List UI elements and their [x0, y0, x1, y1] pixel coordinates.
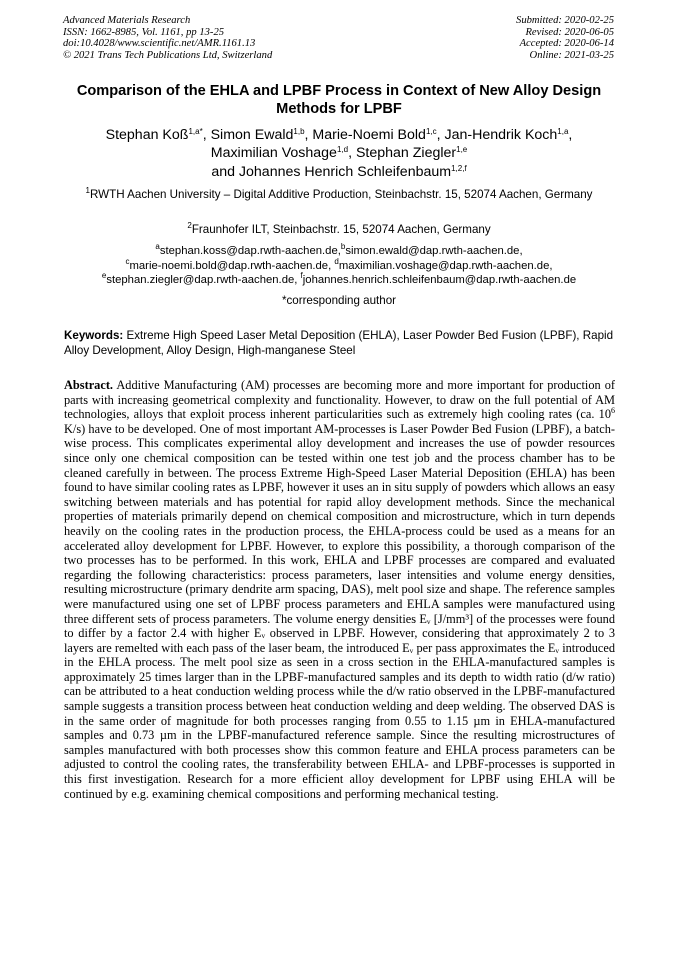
journal-info	[63, 15, 272, 61]
author: Jan-Hendrik Koch$^{1,a}$,	[444, 127, 573, 143]
email-line: $^a$stephan.koss@dap.rwth-aachen.de,$^b$simon.ewald@dap.rwth-aachen.de,	[155, 242, 523, 257]
author-list	[40, 126, 638, 181]
email-link[interactable]: johannes.henrich.schleifenbaum@dap.rwth-aachen.de	[302, 274, 577, 287]
author: Stephan Koß$^{1,a*}$,	[105, 127, 211, 143]
email-link[interactable]: stephan.koss@dap.rwth-aachen.de,	[159, 245, 341, 257]
abstract-label: Abstract.	[64, 378, 114, 392]
corresponding-author-note: *corresponding author	[281, 294, 397, 307]
keywords	[64, 329, 615, 359]
date-revised: Revised: 2020-06-05	[525, 26, 614, 38]
paper-title: Comparison of the EHLA and LPBF Process in Context of New Alloy Design Methods for LPBF	[76, 83, 602, 117]
date-online: Online: 2021-03-25	[529, 49, 614, 61]
journal-doi: doi:10.4028/www.scientific.net/AMR.1161.13	[63, 38, 256, 50]
journal-copyright: © 2021 Trans Tech Publications Ltd, Switzerland	[63, 49, 273, 61]
author: and Johannes Henrich Schleifenbaum$^{1,2,f}$	[211, 163, 467, 180]
author: Maximilian Voshage$^{1,d}$,	[210, 145, 356, 162]
journal-name: Advanced Materials Research	[63, 15, 191, 26]
email-link[interactable]: marie-noemi.bold@dap.rwth-aachen.de,	[129, 259, 335, 272]
author: Stephan Ziegler$^{1,e}$	[355, 145, 468, 162]
abstract-exponent: 6	[611, 406, 615, 416]
date-submitted: Submitted: 2020-02-25	[516, 15, 614, 26]
date-accepted: Accepted: 2020-06-14	[519, 38, 614, 50]
author: Marie-Noemi Bold$^{1,c}$,	[312, 127, 445, 143]
journal-issn: ISSN: 1662-8985, Vol. 1161, pp 13-25	[63, 26, 225, 38]
affiliation-1: $^1$RWTH Aachen University – Digital Additive Production, Steinbachstr. 15, 52074 Aachen, Germany	[85, 186, 593, 201]
author: Simon Ewald$^{1,b}$,	[210, 127, 313, 143]
abstract	[64, 378, 615, 801]
keywords-text: Extreme High Speed Laser Metal Deposition (EHLA), Laser Powder Bed Fusion (LPBF), Rapid Alloy Development, Alloy Design, High-manganese Steel	[64, 329, 614, 357]
email-link[interactable]: maximilian.voshage@dap.rwth-aachen.de,	[338, 259, 553, 272]
abstract-text-cont: K/s) have to be developed. One of most important AM-processes is Laser Powder Bed Fusion (LPBF), a batch-wise process. This complicates experimental alloy development and increases the use of powder resources since only one chemical composition can be tested within one test job and the process chamber has to be cleaned carefully in between. The process Extreme High-Speed Laser Material Deposition (EHLA) has been found to have similar cooling rates as LPBF, however it uses an in situ supply of powders which allows an easy switching between materials and has potential for rapid alloy development methods. Since the mechanical properties of materials primarily depend on chemical composition and microstructure, which in turn depends heavily on the cooling rates in the production process, the EHLA-process could be used as a means for an accelerated alloy development for LPBF. However, to explore this possibility, a thorough comparison of the two processes has to be performed. In this work, EHLA and LPBF processes are compared and evaluated regarding the following characteristics: process parameters, laser intensities and volume energy densities, resulting microstructure (primary dendrite arm spacing, DAS), melt pool size and shape. The reference samples were manufactured using one set of LPBF process parameters and EHLA samples were manufactured using three different sets of process parameters. The volume energy densities Eᵥ [J/mm³] of the processes were found to differ by a factor 2.4 with higher Eᵥ observed in LPBF. However, considering that approximately 2 to 3 layers are remelted with each pass of the laser beam, the introduced Eᵥ per pass approximates the Eᵥ introduced in the EHLA process. The melt pool size as seen in a cross section in the EHLA-manufactured samples is approximately 25 times larger than in the LPBF-manufactured samples and its depth to width ratio (d/w ratio) can be attributed to a heat conduction welding process while the d/w ratio observed in the LPBF-manufactured sample suggests a transition process between heat conduction welding and deep welding. The observed DAS is in the same order of magnitude for both processes ranging from 0.55 to 1.15 µm in EHLA-manufactured samples and 0.73 µm in the LPBF-manufactured reference sample. Since the resulting microstructures of samples manufactured with both processes show this common feature and EHLA process parameters can be adjusted to control the cooling rates, the transferability between EHLA- and LPBF-processes is supported in this first investigation. Research for a more efficient alloy development for LPBF using EHLA will be continued by e.g. examining chemical compositions and performing mechanical testing.	[64, 421, 615, 801]
email-line: $^c$marie-noemi.bold@dap.rwth-aachen.de, $^d$maximilian.voshage@dap.rwth-aachen.de,	[125, 256, 553, 272]
author-emails	[40, 244, 638, 288]
keywords-label: Keywords:	[64, 329, 124, 342]
email-link[interactable]: simon.ewald@dap.rwth-aachen.de,	[345, 245, 523, 257]
publication-dates	[516, 15, 614, 61]
email-line: $^e$stephan.ziegler@dap.rwth-aachen.de, $^f$johannes.henrich.schleifenbaum@dap.rwth-aachen.de	[101, 271, 577, 287]
email-link[interactable]: stephan.ziegler@dap.rwth-aachen.de,	[106, 274, 301, 287]
affiliation-2: $^2$Fraunhofer ILT, Steinbachstr. 15, 52074 Aachen, Germany	[187, 221, 491, 236]
abstract-text: Additive Manufacturing (AM) processes are becoming more and more important for production of parts with increasing geometrical complexity and functionality. However, to draw on the full potential of AM technologies, alloys that exploit process inherent particularities such as extremely high cooling rates (ca. 10	[64, 378, 616, 422]
